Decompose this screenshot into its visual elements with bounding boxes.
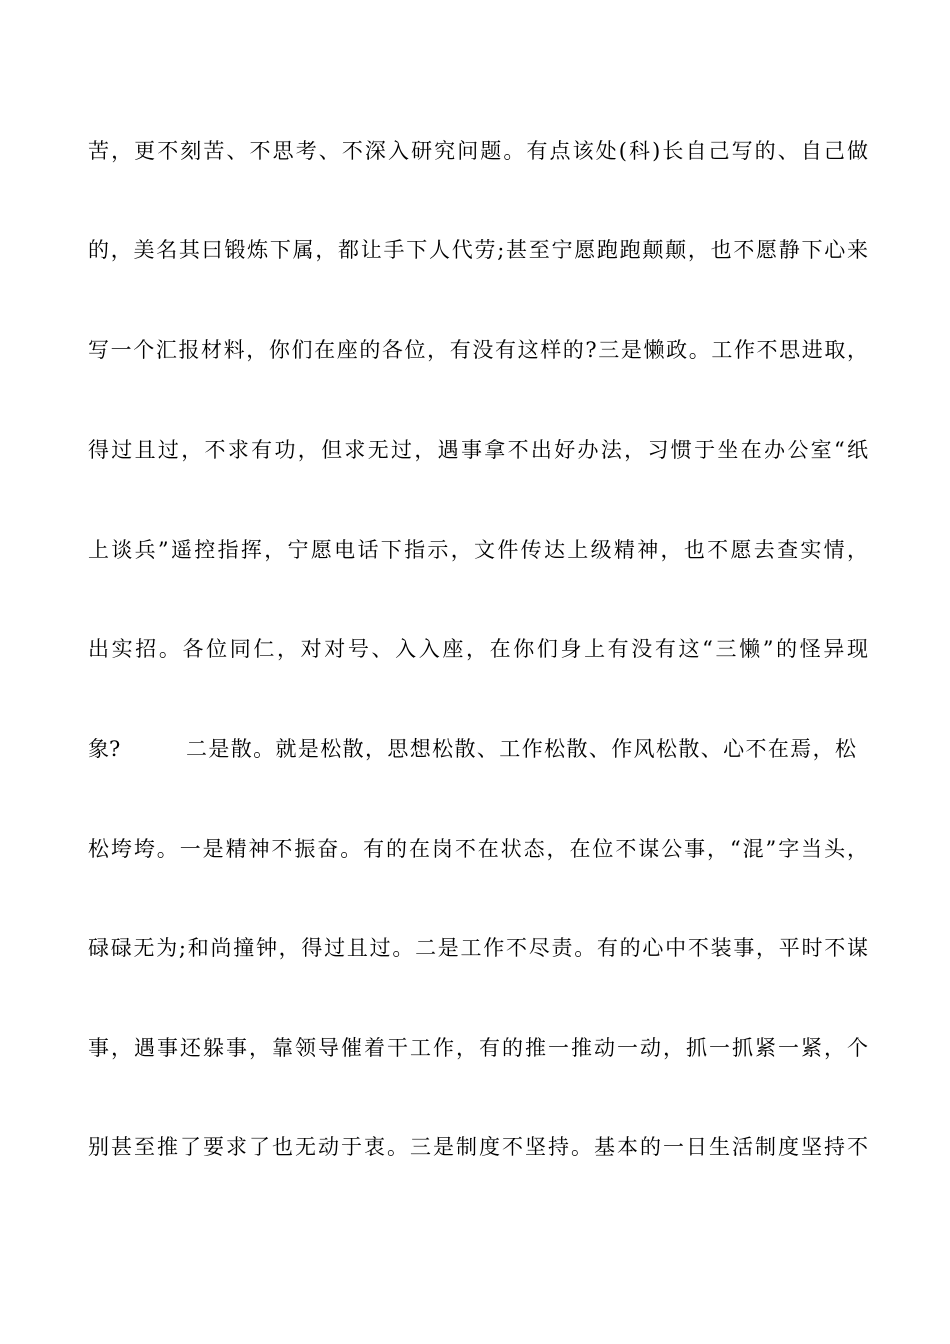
text-line-11: 别甚至推了要求了也无动于衷。三是制度不坚持。基本的一日生活制度坚持不 <box>88 1135 868 1159</box>
text-line-10: 事，遇事还躲事，靠领导催着干工作，有的推一推动一动，抓一抓紧一紧，个 <box>88 1036 868 1060</box>
text-line-7-start: 象? <box>88 737 121 761</box>
text-line-4: 得过且过，不求有功，但求无过，遇事拿不出好办法，习惯于坐在办公室“纸 <box>88 438 868 462</box>
text-line-9: 碌碌无为;和尚撞钟，得过且过。二是工作不尽责。有的心中不装事，平时不谋 <box>88 936 868 960</box>
paragraph-start: 二是散。就是松散，思想松散、工作松散、作风松散、心不在焉，松 <box>186 737 856 761</box>
text-line-7 <box>88 729 868 769</box>
text-line-8: 松垮垮。一是精神不振奋。有的在岗不在状态，在位不谋公事，“混”字当头， <box>88 837 868 861</box>
text-line-6: 出实招。各位同仁，对对号、入入座，在你们身上有没有这“三懒”的怪异现 <box>88 637 868 661</box>
text-line-2: 的，美名其曰锻炼下属，都让手下人代劳;甚至宁愿跑跑颠颠，也不愿静下心来 <box>88 238 868 262</box>
text-line-5: 上谈兵”遥控指挥，宁愿电话下指示，文件传达上级精神，也不愿去查实情， <box>88 538 868 562</box>
text-line-3: 写一个汇报材料，你们在座的各位，有没有这样的?三是懒政。工作不思进取， <box>88 338 868 362</box>
text-line-1: 苦，更不刻苦、不思考、不深入研究问题。有点该处(科)长自己写的、自己做 <box>88 139 868 163</box>
